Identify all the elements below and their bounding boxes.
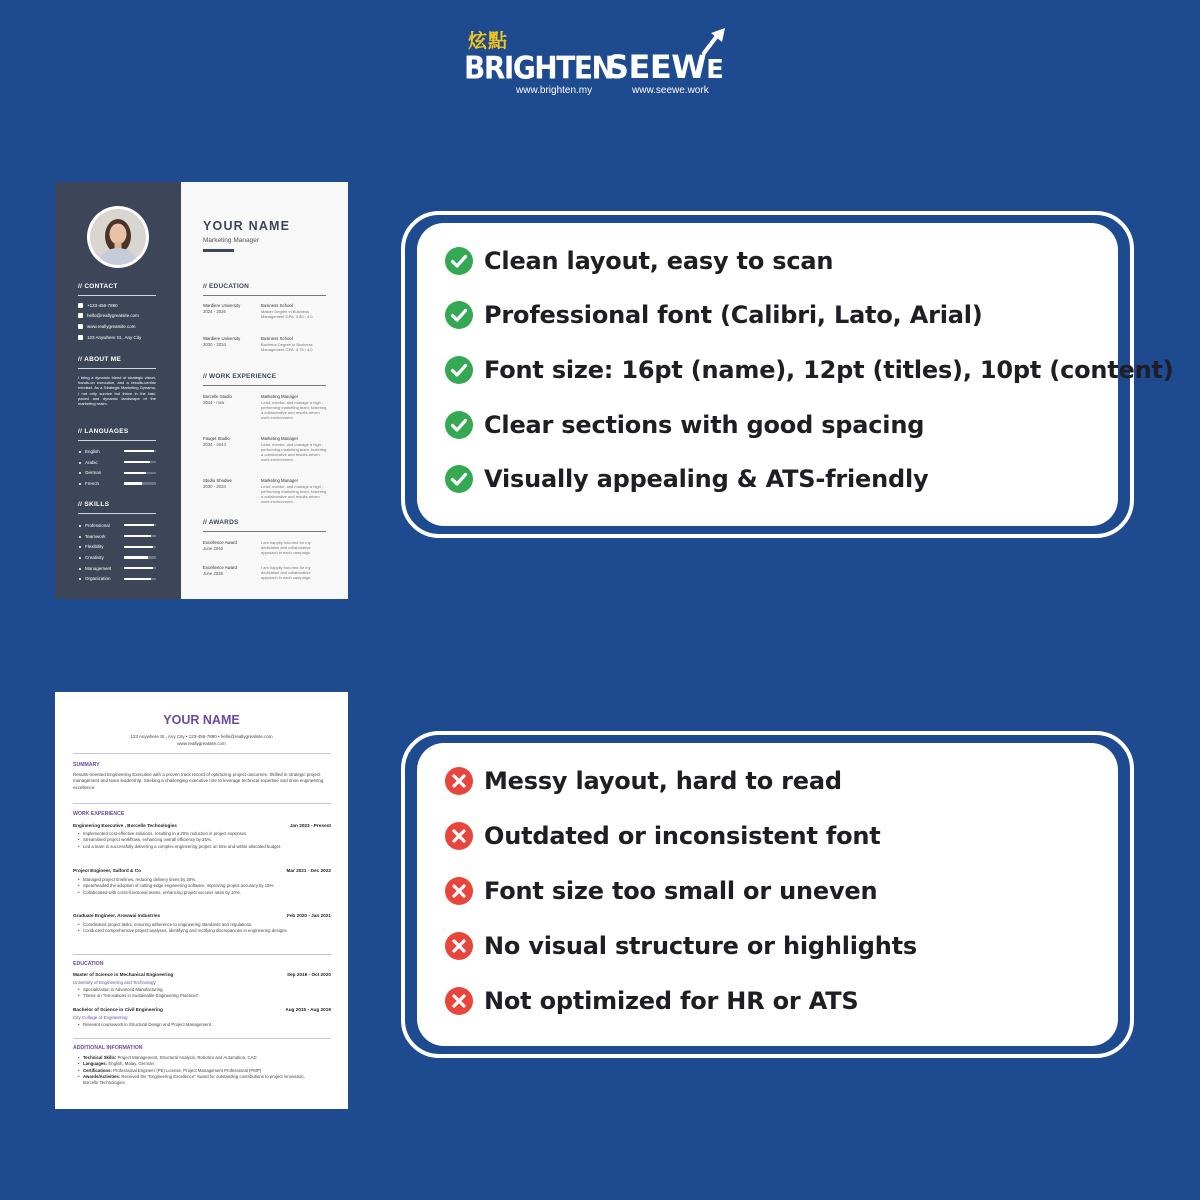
resume-main — [181, 182, 348, 599]
about-text: I bring a dynamic blend of strategic vision, hands-on execution, and a results-centric mindset. As a Strategic Marketing Dynamo, I not only survive but thrive in the fast-paced and dynamic landscape of the marketing realm. — [78, 375, 156, 407]
skill-row: Professional — [78, 520, 158, 531]
skill-row: English — [78, 446, 158, 457]
skill-row: Teamwork — [78, 531, 158, 542]
check-circle-icon — [445, 465, 473, 493]
level-bar — [124, 567, 156, 569]
profile-photo — [87, 206, 149, 268]
level-bar — [124, 450, 156, 452]
bad-point-text: Font size too small or uneven — [484, 877, 878, 905]
skill-row: Management — [78, 563, 158, 574]
divider — [203, 531, 326, 532]
skills-list — [78, 520, 158, 584]
bad-point-text: Messy layout, hard to read — [484, 767, 842, 795]
languages-heading: // LANGUAGES — [78, 428, 129, 435]
job-bullets: • Coordinated project tasks, ensuring adherence to engineering standards and regulations. • Conducted comprehensive project analyses, identifying and rectifying discrepancies in engineering designs. — [79, 922, 315, 935]
level-bar — [124, 482, 156, 484]
additional-bullets: • Technical Skills: Project Management, Structural Analysis, Robotics and Automation, CAD • Languages: English, Malay, German • Certifications: Professional Engineer (PE) License, Project Management Professional (PMP) • Awards/Activities: Received the "Engineering Excellence" Award for outstanding contributions to project innovation, Borcelle Technologies — [79, 1055, 315, 1086]
contact-website: www.reallygreatsite.com — [78, 324, 136, 329]
education-heading: EDUCATION — [73, 961, 104, 967]
bad-resume-example — [55, 692, 348, 1109]
skill-row: Flexibility — [78, 541, 158, 552]
divider — [73, 954, 331, 955]
good-point — [445, 300, 983, 330]
good-point — [445, 464, 928, 494]
skill-row: German — [78, 467, 158, 478]
seewe-logo — [604, 26, 736, 96]
school-name: City College of Engineering — [73, 1015, 128, 1020]
skill-row: Organization — [78, 573, 158, 584]
resume-contact: 123 Anywhere St., Any City • 123-456-7890 • hello@reallygreatsite.com www.reallygreatsite.com — [130, 734, 273, 746]
experience-heading: // WORK EXPERIENCE — [203, 373, 277, 380]
seewe-url: www.seewe.work — [632, 85, 709, 96]
degree-bullets: • Relevant coursework in Structural Design and Project Management. — [79, 1022, 315, 1028]
job-title: Engineering Executive , Borcelle Technologies Jan 2023 - Present — [73, 823, 331, 828]
x-circle-icon — [445, 767, 473, 795]
award-entry: Excellence Award June 2040 I am happily honored for my dedication and collaborative approach in each campaign. — [203, 540, 312, 556]
divider — [203, 385, 326, 386]
check-circle-icon — [445, 411, 473, 439]
divider — [73, 803, 331, 804]
divider — [78, 295, 156, 296]
experience-entry: Fauget Studio 2034 - 2044 Marketing Manager Lead, mentor, and manage a high - performing marketing team, fostering a collaborative and results-driven work environment. — [203, 436, 327, 462]
about-heading: // ABOUT ME — [78, 356, 122, 363]
experience-entry: Studio Shodwe 2030 - 2034 Marketing Manager Lead, mentor, and manage a high - performing marketing team, fostering a collaborative and results-driven work environment. — [203, 478, 327, 504]
education-entry: Wardiere University 2030 - 2034 Business School Bachelor Degree in Business Management GPA: 3.75 / 4.0 — [203, 336, 313, 352]
x-circle-icon — [445, 877, 473, 905]
degree-title: Bachelor of Science in Civil Engineering Aug 2015 - Aug 2019 — [73, 1007, 331, 1012]
degree-bullets: • Specialization in Advanced Manufacturing. • Thesis on "Innovations in Sustainable Engineering Practices". — [79, 987, 315, 1000]
experience-entry: Borcelle Studio 2044 - now Marketing Manager Lead, mentor, and manage a high - performing marketing team, fostering a collaborative and results-driven work environment. — [203, 394, 327, 420]
good-point-text: Clear sections with good spacing — [484, 411, 925, 439]
level-bar — [124, 578, 156, 580]
x-circle-icon — [445, 822, 473, 850]
school-name: University of Engineering and Technology — [73, 980, 156, 985]
divider — [73, 1038, 331, 1039]
education-entry: Wardiere University 2024 - 2026 Business School Master Degree in Business Management GPA: 3.80 / 4.0 — [203, 303, 313, 319]
title-accent-bar — [203, 249, 234, 252]
level-bar — [124, 535, 156, 537]
bad-point — [445, 931, 917, 961]
good-point-text: Professional font (Calibri, Lato, Arial) — [484, 301, 983, 329]
divider — [78, 513, 156, 514]
check-circle-icon — [445, 247, 473, 275]
seewe-wordmark: SEEWE — [606, 48, 724, 86]
good-point-text: Clean layout, easy to scan — [484, 247, 834, 275]
job-title: Project Engineer, Salford & Co Mar 2021 - Dec 2022 — [73, 868, 331, 873]
divider — [78, 368, 156, 369]
job-title: Graduate Engineer, Arowwai Industries Feb 2020 - Jan 2021 — [73, 913, 331, 918]
bad-point — [445, 766, 842, 796]
brighten-url: www.brighten.my — [516, 85, 593, 96]
work-heading: WORK EXPERIENCE — [73, 811, 125, 817]
bad-points-card — [401, 731, 1134, 1058]
education-heading: // EDUCATION — [203, 283, 249, 290]
skills-heading: // SKILLS — [78, 501, 110, 508]
up-arrow-icon — [700, 26, 730, 56]
good-point-text: Visually appealing & ATS-friendly — [484, 465, 929, 493]
bad-point-text: No visual structure or highlights — [484, 932, 918, 960]
location-pin-icon — [78, 335, 83, 340]
level-bar — [124, 461, 156, 463]
divider — [73, 753, 331, 754]
check-circle-icon — [445, 301, 473, 329]
brighten-logo — [462, 26, 614, 96]
x-circle-icon — [445, 987, 473, 1015]
mail-icon — [78, 313, 83, 318]
job-bullets: • Implemented cost-effective solutions, resulting in a 20% reduction in project expenses. • Streamlined project workflows, enhancing overall efficiency by 25%. • Led a team in successfully delivering a complex engineering project on time and within allocated budget. — [79, 831, 315, 850]
globe-icon — [78, 324, 83, 329]
skill-row: Creativity — [78, 552, 158, 563]
additional-heading: ADDITIONAL INFORMATION — [73, 1045, 143, 1051]
resume-name: YOUR NAME — [203, 219, 291, 233]
awards-heading: // AWARDS — [203, 519, 239, 526]
bad-point-text: Not optimized for HR or ATS — [484, 987, 859, 1015]
contact-heading: // CONTACT — [78, 283, 118, 290]
contact-address: 123 Anywhere St., Any City — [78, 335, 141, 340]
divider — [78, 440, 156, 441]
good-point — [445, 355, 1174, 385]
degree-title: Master of Science in Mechanical Engineering Sep 2019 - Oct 2020 — [73, 972, 331, 977]
level-bar — [124, 472, 156, 474]
summary-text: Results-oriented Engineering Executive with a proven track record of optimizing project outcomes. Skilled in strategic project management and team leadership. Seeking a challenging executive role to leverage technical expertise and drive engineering excellence. — [73, 772, 324, 790]
check-circle-icon — [445, 356, 473, 384]
level-bar — [124, 546, 156, 548]
brighten-wordmark: BRIGHTEN — [464, 50, 614, 87]
good-point — [445, 246, 833, 276]
x-circle-icon — [445, 932, 473, 960]
level-bar — [124, 556, 156, 558]
job-bullets: • Managed project timelines, reducing delivery times by 30%. • Spearheaded the adoption of cutting-edge engineering software, improving project accuracy by 15%. • Collaborated with cross-functional teams, enhancing project success rates by 10%. — [79, 877, 315, 896]
bad-point — [445, 986, 858, 1016]
header-logos — [0, 20, 1200, 100]
resume-job-title: Marketing Manager — [203, 237, 259, 244]
good-point-text: Font size: 16pt (name), 12pt (titles), 10pt (content) — [484, 356, 1174, 384]
summary-heading: SUMMARY — [73, 762, 100, 768]
phone-icon — [78, 303, 83, 308]
award-entry: Excellence Award June 2035 I am happily honored for my dedication and collaborative approach in each campaign. — [203, 565, 312, 581]
good-point — [445, 410, 924, 440]
bad-point — [445, 876, 877, 906]
resume-sidebar — [55, 182, 181, 599]
contact-email: hello@reallygreatsite.com — [78, 313, 139, 318]
bad-point-text: Outdated or inconsistent font — [484, 822, 881, 850]
good-resume-example — [55, 182, 348, 599]
contact-phone: +123-456-7890 — [78, 303, 118, 308]
languages-list — [78, 446, 158, 489]
level-bar — [124, 524, 156, 526]
divider — [203, 295, 326, 296]
bad-point — [445, 821, 881, 851]
skill-row: French — [78, 478, 158, 489]
skill-row: Arabic — [78, 457, 158, 468]
good-points-card — [401, 211, 1174, 538]
brighten-chinese-mark: 炫點 — [468, 30, 509, 52]
resume-name: YOUR NAME — [163, 713, 240, 727]
